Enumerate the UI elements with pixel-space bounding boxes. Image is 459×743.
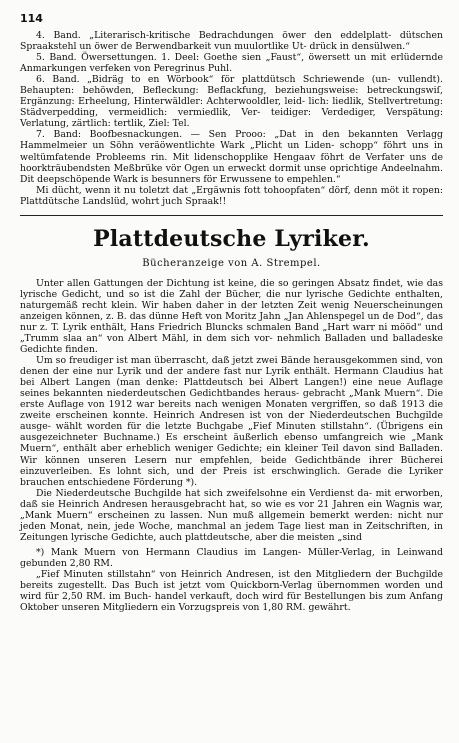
- footnote-band-6: 6. Band. „Bidräg to en Wörbook“ för plattdütsch Schriewende (un- vullendt). Behaupten: behöwden, Befleckung: Beflackfung, beziehungsweise: betreckungswiſ, Ergänzung: Erheelung, Hinterwäldler: Achterwooldler, leid- lich: liedlik, Stellvertretung: Städverpedding, vermeidlich: vermiedlik, Ver- teidiger: Verdediger, Verspätung: Verlatung, zärtlich: tertlik, Ziel: Tel.: [20, 74, 443, 130]
- section-divider: [20, 215, 443, 216]
- page-number: 114: [20, 12, 43, 25]
- footnote-band-5: 5. Band. Öwersettungen. 1. Deel: Goethe sien „Faust“, öwersett un mit erlüdernde Anmarkungen verfeken von Peregrinus Puhl.: [20, 52, 443, 75]
- footnote-band-4: 4. Band. „Literarisch-kritische Bedrachdungen öwer den eddelplatt- dütschen Spraakstehl un öwer de Berwendbarkeit vun muulortlike Ut- drück in densülwen.“: [20, 30, 443, 53]
- article-paragraph-1: Unter allen Gattungen der Dichtung ist keine, die so geringen Absatz findet, wie das lyrische Gedicht, und so ist die Zahl der Bücher, die nur lyrische Gedichte enthalten, naturgemäß recht klein. Wir haben daher in der letzten Zeit wenig Neuerscheinungen anzeigen können, z. B. das dünne Heft von Moritz Jahn „Jan Ahlenspegel un de Dod“, das nur z. T. Lyrik enthält, Hans Friedrich Bluncks schmalen Band „Hart warr ni mööd“ und „Trumm slaa an“ von Albert Mähl, in dem sich vor- nehmlich Balladen und balladeske Gedichte finden.: [20, 277, 443, 356]
- article-title: Plattdeutsche Lyriker.: [93, 225, 370, 252]
- article-subtitle: Bücheranzeige von A. Strempel.: [142, 257, 321, 269]
- article-footnote-1: *) Mank Muern von Hermann Claudius im Langen- Müller-Verlag, in Leinwand gebunden 2,80 RM.: [20, 546, 443, 569]
- article-paragraph-2: Um so freudiger ist man überrascht, daß jetzt zwei Bände herausgekommen sind, von denen der eine nur Lyrik und der andere fast nur Lyrik enthält. Hermann Claudius hat bei Albert Langen (man denke: Plattdeutsch bei Albert Langen!) eine neue Auflage seines bekannten niederdeutschen Gedichtbandes heraus- gebracht „Mank Muern“. Die erste Auflage von 1912 war bereits nach wenigen Monaten vergriffen, so daß 1913 die zweite erscheinen konnte. Heinrich Andresen ist von der Niederdeutschen Buchgilde ausge- wählt worden für die letzte Buchgabe „Fief Minuten stillstahn“. (Übrigens ein ausgezeichneter Buchname.) Es erscheint äußerlich ebenso umfangreich wie „Mank Muern“, enthält aber erheblich weniger Gedichte; ein kleiner Teil davon sind Balladen. Wir können unseren Lesern nur empfehlen, beide Gedichtbände ihrer Bücherei einzuverleiben. Es lohnt sich, und der Preis ist erschwinglich. Gerade die Lyriker brauchen entschiedene Förderung *).: [20, 355, 443, 488]
- article-footnote-2: „Fief Minuten stillstahn“ von Heinrich Andresen, ist den Mitgliedern der Buchgilde bereits zugestellt. Das Buch ist jetzt vom Quickborn-Verlag übernommen worden und wird für 2,50 RM. im Buch- handel verkauft, doch wird für Bestellungen bis zum Anfang Oktober unseren Mitgliedern ein Vorzugspreis von 1,80 RM. gewährt.: [20, 568, 443, 614]
- article-paragraph-3: Die Niederdeutsche Buchgilde hat sich zweifelsohne ein Verdienst da- mit erworben, daß sie Heinrich Andresen herausgebracht hat, so wie es vor 21 Jahren ein Wagnis war, „Mank Muern“ erscheinen zu lassen. Nun muß allgemein bemerkt werden: nicht nur jeden Monat, nein, jede Woche, manchmal an jedem Tage liest man in Zeitschriften, in Zeitungen lyrische Gedichte, auch plattdeutsche, aber die meisten „sind: [20, 487, 443, 543]
- closing-remark: Mi dücht, wenn it nu toletzt dat „Ergäwnis fott tohoopfaten“ dörf, denn möt it ropen: Plattdütsche Landslüd, wohrt juch Spraak!!: [20, 184, 443, 207]
- footnote-band-7: 7. Band: Boofbesnackungen. — Sen Prooo: „Dat in den bekannten Verlagg Hammelmeier un Söhn veräöwentlichte Wark „Plicht un Liden- schopp“ föhrt uns in weltümfatende Probleems rin. Mit lidenschopplike Hengaav föhrt de Verfater uns de hoorkträubendsten Meßbrüke vör Ogen un erweckt dormit unse oprichtige Andeelnahm. Dit deepschöpende Wark is besunners för Erwussene to empehlen.“: [20, 129, 443, 185]
